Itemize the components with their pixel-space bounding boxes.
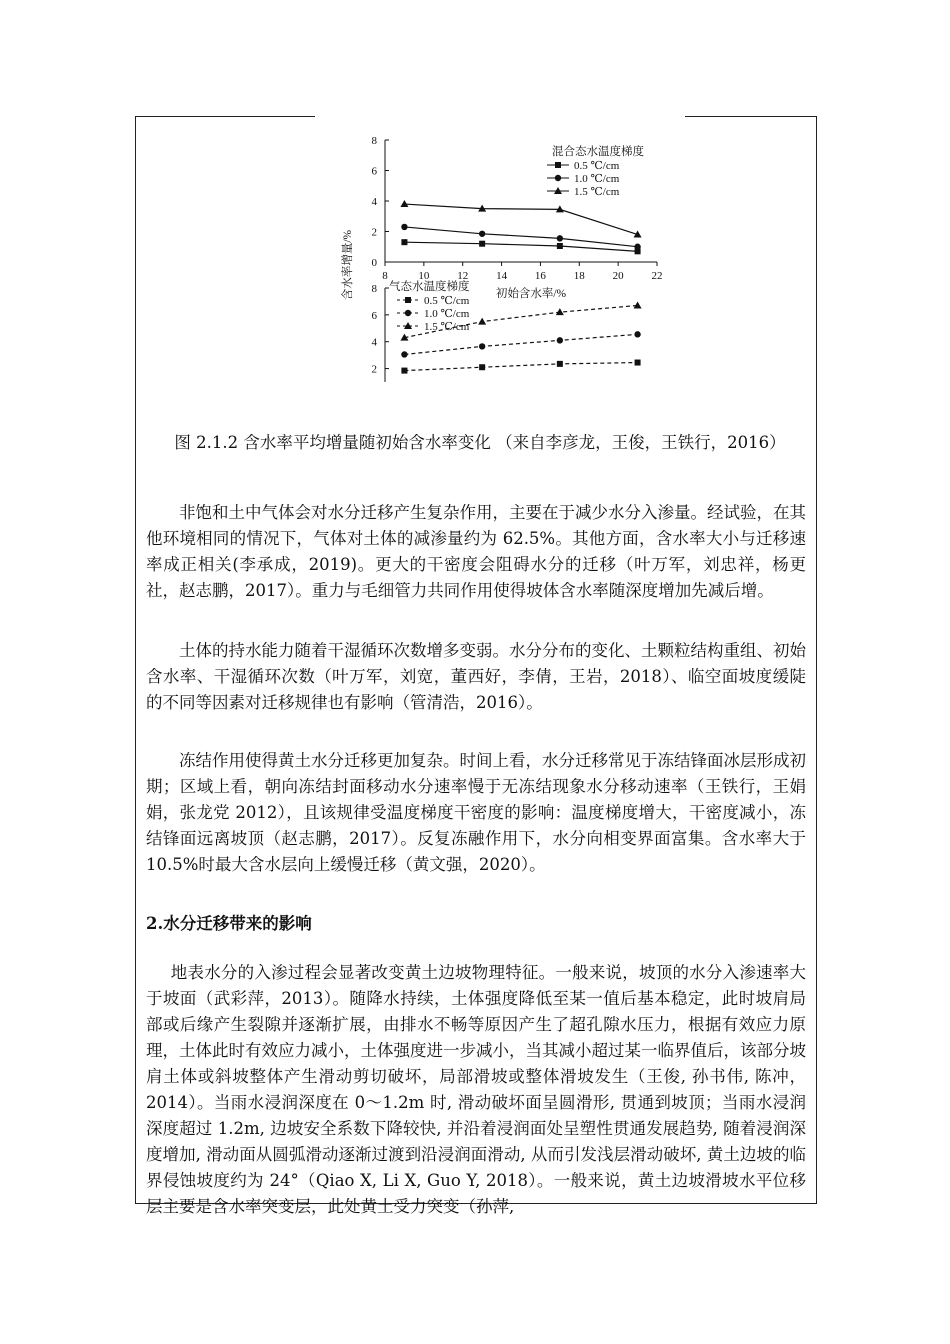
x-tick-label: 10	[418, 270, 430, 282]
data-point	[401, 351, 407, 357]
data-point	[479, 241, 485, 247]
paragraph-1: 非饱和土中气体会对水分迁移产生复杂作用，主要在于减少水分入渗量。经试验，在其他环境相同的情况下，气体对土体的减渗量约为 62.5%。其他方面，含水率大小与迁移速率成正相关(李承成，2019)。更大的干密度会阻碍水分的迁移（叶万军，刘忠祥，杨更社，赵志鹏，2017）。重力与毛细管力共同作用使得坡体含水率随深度增加先减后增。	[146, 503, 806, 600]
legend-label: 0.5 ℃/cm	[574, 160, 620, 172]
legend-marker	[405, 297, 411, 303]
legend-title: 混合态水温度梯度	[552, 146, 644, 158]
series-line	[404, 334, 637, 354]
legend-label: 1.5 ℃/cm	[574, 186, 620, 198]
legend-label: 0.5 ℃/cm	[424, 295, 470, 307]
x-tick-label: 18	[573, 270, 585, 282]
data-point	[634, 331, 640, 337]
series-line	[404, 363, 637, 371]
y-tick-label: 8	[371, 283, 377, 295]
y-tick-label: 6	[371, 165, 377, 178]
data-point	[556, 308, 564, 315]
data-point	[557, 337, 563, 343]
figure-caption: 图 2.1.2 含水率平均增量随初始含水率变化 （来自李彦龙，王俊，王铁行，2016）	[174, 433, 786, 452]
y-axis-label: 含水率增量/%	[342, 229, 354, 301]
legend-marker	[555, 175, 561, 181]
x-tick-label: 16	[534, 270, 546, 282]
x-tick-label: 20	[612, 270, 624, 282]
data-point	[635, 360, 641, 366]
y-tick-label: 4	[371, 336, 377, 349]
data-point	[401, 368, 407, 374]
section-heading: 2.水分迁移带来的影响	[146, 914, 312, 933]
x-tick-label: 22	[651, 270, 663, 282]
legend-marker	[555, 162, 561, 168]
data-point	[401, 239, 407, 245]
x-tick-label: 12	[457, 270, 469, 282]
y-tick-label: 8	[371, 135, 377, 147]
x-tick-label: 14	[496, 270, 508, 282]
data-point	[479, 343, 485, 349]
data-point	[557, 361, 563, 367]
x-tick-label: 8	[382, 270, 388, 282]
paragraph-3: 冻结作用使得黄土水分迁移更加复杂。时间上看，水分迁移常见于冻结锋面冰层形成初期；区域上看，朝向冻结封面移动水分速率慢于无冻结现象水分移动速率（王铁行，王娟娟，张龙党 2012），且该规律受温度梯度干密度的影响：温度梯度增大，干密度减小，冻结锋面远离坡顶（赵志鹏，2017）。反复冻融作用下，水分向相变界面富集。含水率大于 10.5%时最大含水层向上缓慢迁移（黄文强，2020）。	[146, 751, 806, 874]
data-point	[478, 318, 486, 325]
paragraph-4: 地表水分的入渗过程会显著改变黄土边坡物理特征。一般来说，坡顶的水分入渗速率大于坡面（武彩萍，2013）。随降水持续，土体强度降低至某一值后基本稳定，此时坡肩局部或后缘产生裂隙并逐渐扩展，由排水不畅等原因产生了超孔隙水压力，根据有效应力原理，土体此时有效应力减小，土体强度进一步减小，当其减小超过某一临界值后，该部分坡肩土体或斜坡整体产生滑动剪切破坏，局部滑坡或整体滑坡发生（王俊, 孙书伟, 陈冲，2014）。当雨水浸润深度在 0～1.2m 时, 滑动破坏面呈圆滑形, 贯通到坡顶；当雨水浸润深度超过 1.2m, 边坡安全系数下降较快, 并沿着浸润面处呈塑性贯通发展趋势, 随着浸润深度增加, 滑动面从圆弧滑动逐渐过渡到沿浸润面滑动, 从而引发浅层滑动破坏, 黄土边坡的临界侵蚀坡度约为 24°（Qiao X, Li X, Guo Y, 2018）。一般来说，黄土边坡滑坡水平位移层主要是含水率突变层，此处黄土受力突变（孙萍,	[146, 963, 806, 1216]
y-tick-label: 6	[371, 309, 377, 322]
data-point	[634, 244, 640, 250]
legend-label: 1.0 ℃/cm	[574, 173, 620, 185]
frame-top-gap	[315, 113, 685, 119]
paragraph-2: 土体的持水能力随着干湿循环次数增多变弱。水分分布的变化、土颗粒结构重组、初始含水率、干湿循环次数（叶万军，刘宽，董西好，李倩，王岩，2018）、临空面坡度缓陡的不同等因素对迁移规律也有影响（管清浩，2016）。	[146, 641, 806, 712]
x-axis-label: 初始含水率/%	[495, 288, 567, 300]
data-point	[401, 224, 407, 230]
y-tick-label: 2	[371, 363, 377, 376]
y-tick-label: 0	[371, 257, 377, 269]
data-point	[400, 200, 408, 207]
legend-marker	[405, 310, 411, 316]
legend-title: 气态水温度梯度	[389, 281, 470, 293]
y-tick-label: 4	[371, 196, 377, 208]
moisture-chart	[335, 130, 675, 390]
data-point	[557, 235, 563, 241]
legend-label: 1.0 ℃/cm	[424, 308, 470, 320]
y-tick-label: 2	[371, 226, 377, 239]
data-point	[557, 243, 563, 249]
series-line	[404, 227, 637, 247]
data-point	[479, 364, 485, 370]
data-point	[479, 231, 485, 237]
data-point	[634, 301, 642, 308]
legend-label: 1.5 ℃/cm	[424, 321, 470, 333]
